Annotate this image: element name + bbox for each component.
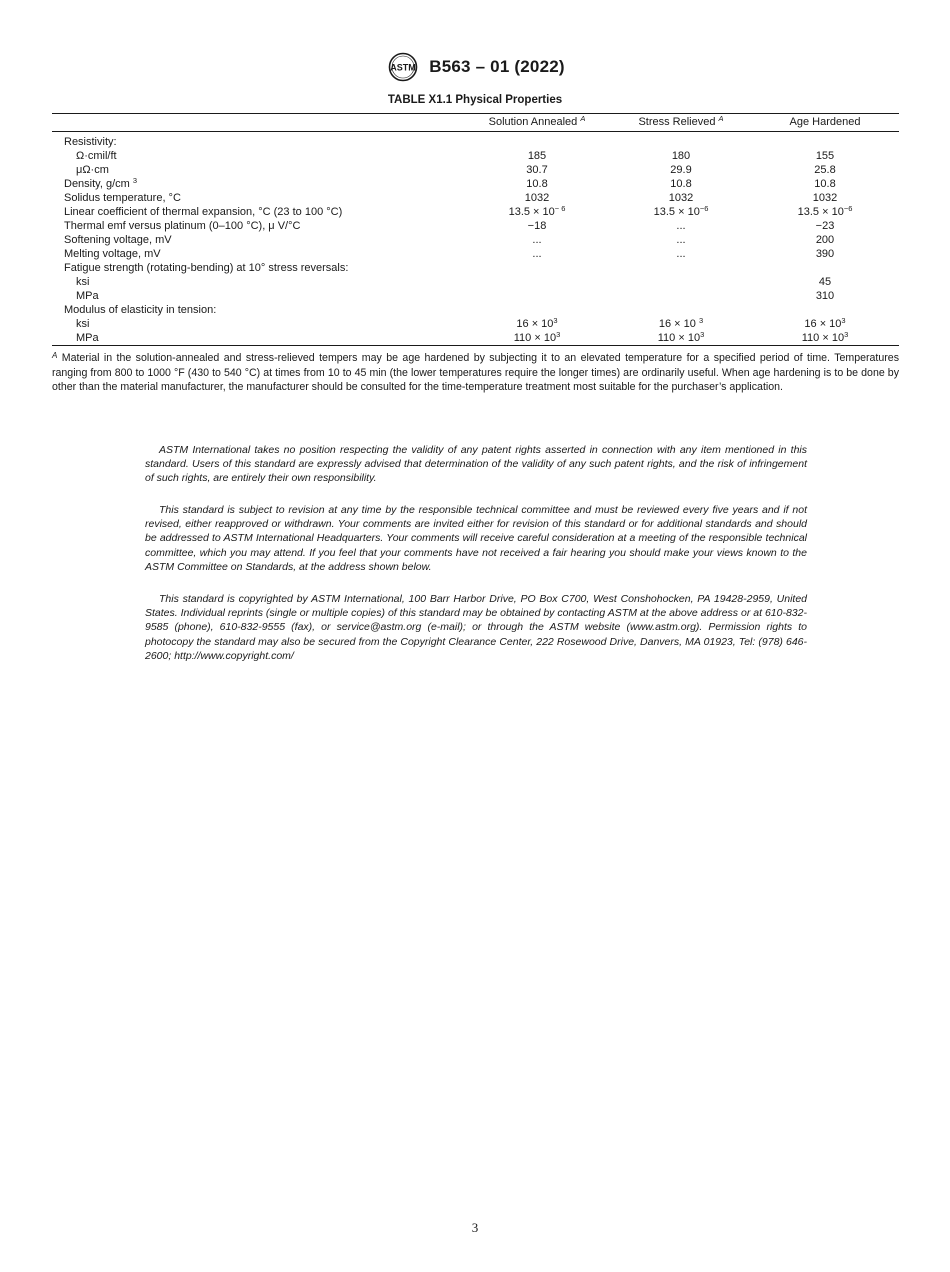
cell-value: 155 bbox=[815, 150, 835, 162]
column-header-stress-relieved: Stress Relieved $^A$ bbox=[638, 114, 724, 128]
svg-text:ASTM: ASTM bbox=[390, 62, 416, 73]
table-footnote: $^A$ Material in the solution-annealed and stress-relieved tempers may be age hardened by subjecting it to an elevated temperature for a specified period of time. Temperatures ranging from 800 to 1000 °F (430 to 540 °C) at times from 10 to 45 min (the lower temperatures require the longer times) are ordinarily useful. When age hardening is to be done by other than the material manufacturer, the manufacturer should be consulted for the time-temperature treatment most suitable for the purchaser’s application. bbox=[52, 351, 899, 393]
table-row bbox=[52, 135, 899, 149]
row-label: ksi bbox=[76, 276, 90, 288]
cell-value: $16 \times 10^3$ bbox=[516, 316, 558, 330]
row-label: Resistivity: bbox=[64, 136, 117, 148]
cell-value: ... bbox=[676, 220, 686, 232]
cell-value: 25.8 bbox=[814, 164, 836, 176]
table-row bbox=[52, 177, 899, 191]
column-header-age-hardened: Age Hardened bbox=[789, 116, 861, 128]
cell-value: 16 × 10 $^3$ bbox=[658, 316, 704, 330]
revision-notice: This standard is subject to revision at any time by the responsible technical committee and must be reviewed every five years and if not revised, either reapproved or withdrawn. Your comments are invited either for revision of this standard or for additional standards and should be addressed to ASTM International Headquarters. Your comments will receive careful consideration at a meeting of the responsible technical committee, which you may attend. If you feel that your comments have not received a fair hearing you should make your views known to the ASTM Committee on Standards, at the address shown below. bbox=[145, 504, 807, 573]
column-header-solution-annealed: Solution Annealed $^A$ bbox=[488, 114, 586, 128]
row-label: Softening voltage, mV bbox=[64, 234, 172, 246]
table-row bbox=[52, 149, 899, 163]
row-label: Density, g/cm $^3$ bbox=[64, 176, 138, 190]
table-row bbox=[52, 233, 899, 247]
row-label: ksi bbox=[76, 318, 90, 330]
cell-value: −18 bbox=[527, 220, 547, 232]
row-label: Melting voltage, mV bbox=[64, 248, 161, 260]
cell-value: 1032 bbox=[668, 192, 694, 204]
row-label: μΩ·cm bbox=[76, 164, 109, 176]
cell-value: 10.8 bbox=[814, 178, 836, 190]
cell-value: 45 bbox=[818, 276, 832, 288]
row-label: Modulus of elasticity in tension: bbox=[64, 304, 217, 316]
table-row bbox=[52, 247, 899, 261]
cell-value: 390 bbox=[815, 248, 835, 260]
row-label: Linear coefficient of thermal expansion, °C (23 to 100 °C) bbox=[64, 206, 343, 218]
cell-value: 10.8 bbox=[526, 178, 548, 190]
table-row bbox=[52, 317, 899, 331]
astm-logo bbox=[385, 52, 421, 82]
table-bottom-rule bbox=[52, 345, 899, 346]
cell-value: ... bbox=[532, 248, 542, 260]
table-row bbox=[52, 303, 899, 317]
cell-value: $13.5 \times 10^{- 6}$ bbox=[508, 204, 566, 218]
document-designation: B563 – 01 (2022) bbox=[429, 57, 565, 76]
row-label: MPa bbox=[76, 332, 99, 344]
cell-value: $110 \times 10^3$ bbox=[657, 330, 705, 344]
cell-value: 29.9 bbox=[670, 164, 692, 176]
patent-notice: ASTM International takes no position respecting the validity of any patent rights asserted in connection with any item mentioned in this standard. Users of this standard are expressly advised that determination of the validity of any such patent rights, and the risk of infringement of such rights, are entirely their own responsibility. bbox=[145, 444, 807, 485]
table-row bbox=[52, 289, 899, 303]
cell-value: ... bbox=[532, 234, 542, 246]
copyright-notice: This standard is copyrighted by ASTM International, 100 Barr Harbor Drive, PO Box C700, West Conshohocken, PA 19428-2959, United States. Individual reprints (single or multiple copies) of this standard may be obtained by contacting ASTM at the above address or at 610-832-9585 (phone), 610-832-9555 (fax), or service@astm.org (e-mail); or through the ASTM website (www.astm.org). Permission rights to photocopy the standard may also be secured from the Copyright Clearance Center, 222 Rosewood Drive, Danvers, MA 01923, Tel: (978) 646-2600; http://www.copyright.com/ bbox=[145, 593, 807, 662]
table-row bbox=[52, 191, 899, 205]
table-top-rule bbox=[52, 113, 899, 114]
cell-value: −23 bbox=[815, 220, 835, 232]
cell-value: ... bbox=[676, 248, 686, 260]
cell-value: 1032 bbox=[524, 192, 550, 204]
row-label: Ω·cmil/ft bbox=[76, 150, 117, 162]
cell-value: 10.8 bbox=[670, 178, 692, 190]
cell-value: 200 bbox=[815, 234, 835, 246]
table-row bbox=[52, 219, 899, 233]
cell-value: ... bbox=[676, 234, 686, 246]
cell-value: 180 bbox=[671, 150, 691, 162]
cell-value: 310 bbox=[815, 290, 835, 302]
table-row bbox=[52, 163, 899, 177]
row-label: Solidus temperature, °C bbox=[64, 192, 181, 204]
table-title: TABLE X1.1 Physical Properties bbox=[387, 94, 563, 106]
page-number: 3 bbox=[471, 1220, 479, 1235]
table-header-rule bbox=[52, 131, 899, 132]
cell-value: $13.5 \times 10^{-6}$ bbox=[653, 204, 709, 218]
cell-value: 185 bbox=[527, 150, 547, 162]
table-row bbox=[52, 205, 899, 219]
table-row bbox=[52, 275, 899, 289]
cell-value: 30.7 bbox=[526, 164, 548, 176]
row-label: MPa bbox=[76, 290, 99, 302]
row-label: Thermal emf versus platinum (0–100 °C), μ V/°C bbox=[64, 220, 301, 232]
table-row bbox=[52, 331, 899, 345]
footnote-mark: A bbox=[52, 351, 58, 360]
cell-value: $110 \times 10^3$ bbox=[801, 330, 849, 344]
row-label: Fatigue strength (rotating-bending) at 10° stress reversals: bbox=[64, 262, 349, 274]
table-row bbox=[52, 261, 899, 275]
cell-value: $16 \times 10^3$ bbox=[804, 316, 846, 330]
cell-value: 1032 bbox=[812, 192, 838, 204]
cell-value: $110 \times 10^3$ bbox=[513, 330, 561, 344]
page-header bbox=[0, 52, 950, 82]
cell-value: $13.5 \times 10^{-6}$ bbox=[797, 204, 853, 218]
